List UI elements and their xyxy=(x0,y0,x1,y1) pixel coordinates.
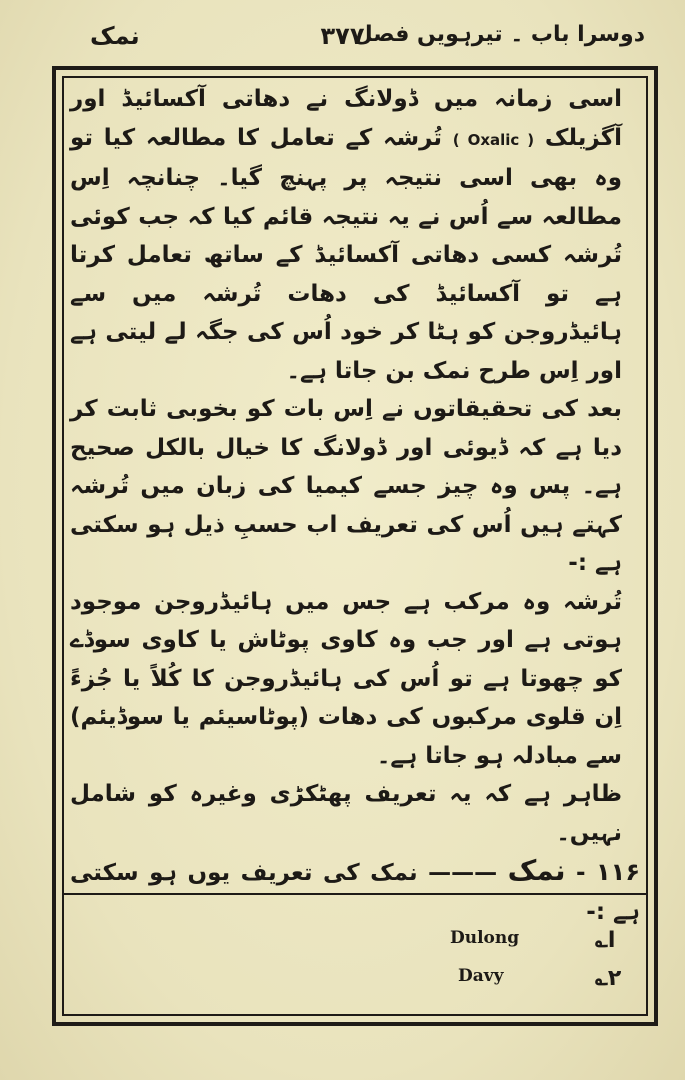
page-header xyxy=(0,22,685,62)
footnote-divider xyxy=(62,893,648,895)
paragraph-research: بعد کی تحقیقاتوں نے اِس بات کو بخوبی ثابت کر دیا ہے کہ ڈیوئی اور ڈولانگ کا خیال بالکل صحیح ہے۔ پس وہ چیز جسے کیمیا کی زبان میں تُرشہ کہتے ہیں اُس کی تعریف اب حسبِ ذیل ہو سکتی ہے :- xyxy=(70,396,622,576)
chapter-title: دوسرا باب ۔ تیرہویں فصل xyxy=(353,22,645,47)
section-number: ۱۱۶ xyxy=(596,858,640,886)
footnote-mark: ا؎ xyxy=(595,928,616,953)
section-dash: ——— xyxy=(428,860,498,886)
paragraph-text: تُرشہ کے تعامل کا مطالعہ کیا تو وہ بھی اسی نتیجہ پر پہنچ گیا۔ چنانچہ اِس مطالعہ سے اُس نے یہ نتیجہ قائم کیا کہ جب کوئی تُرشہ کسی دھاتی آکسائیڈ کے ساتھ تعامل کرتا ہے تو آکسائیڈ کی دھات تُرشہ میں سے ہائیڈروجن کو ہٹا کر خود اُس کی جگہ لے لیتی ہے اور اِس طرح نمک بن جاتا ہے۔ xyxy=(70,124,622,384)
footnote-name: Davy xyxy=(458,966,504,986)
paragraph-dulong xyxy=(70,80,640,390)
section-text: نمک کی تعریف یوں ہو سکتی ہے :- xyxy=(70,860,640,925)
topic-title: نمک xyxy=(90,22,140,50)
footnote-2 xyxy=(0,966,685,996)
section-salt: ۱۱۶ - نمک ——— نمک کی تعریف یوں ہو سکتی ہے :- xyxy=(70,854,640,925)
main-text xyxy=(70,80,640,931)
footnote-mark: ۲؎ xyxy=(595,966,622,991)
section-heading: نمک xyxy=(507,854,566,887)
oxalic-term: ( Oxalic ) xyxy=(452,130,535,149)
paragraph-alum-note: ظاہر ہے کہ یہ تعریف پھٹکڑی وغیرہ کو شامل نہیں۔ xyxy=(70,781,622,846)
footnote-1 xyxy=(0,928,685,958)
footnote-name: Dulong xyxy=(450,928,520,948)
paragraph-text: اسی زمانہ میں ڈولانگ نے دھاتی آکسائیڈ اور آگزیلک xyxy=(70,86,622,151)
page-number: ۳۷۷ xyxy=(320,22,365,50)
paragraph-acid-definition: تُرشہ وہ مرکب ہے جس میں ہائیڈروجن موجود ہوتی ہے اور جب وہ کاوی پوٹاش یا کاوی سوڈے کو چھوتا ہے تو اُس کی ہائیڈروجن کا کُلاً یا جُزءً اِن قلوی مرکبوں کی دھات (پوٹاسیئم یا سوڈیئم) سے مبادلہ ہو جاتا ہے۔ xyxy=(70,588,622,769)
